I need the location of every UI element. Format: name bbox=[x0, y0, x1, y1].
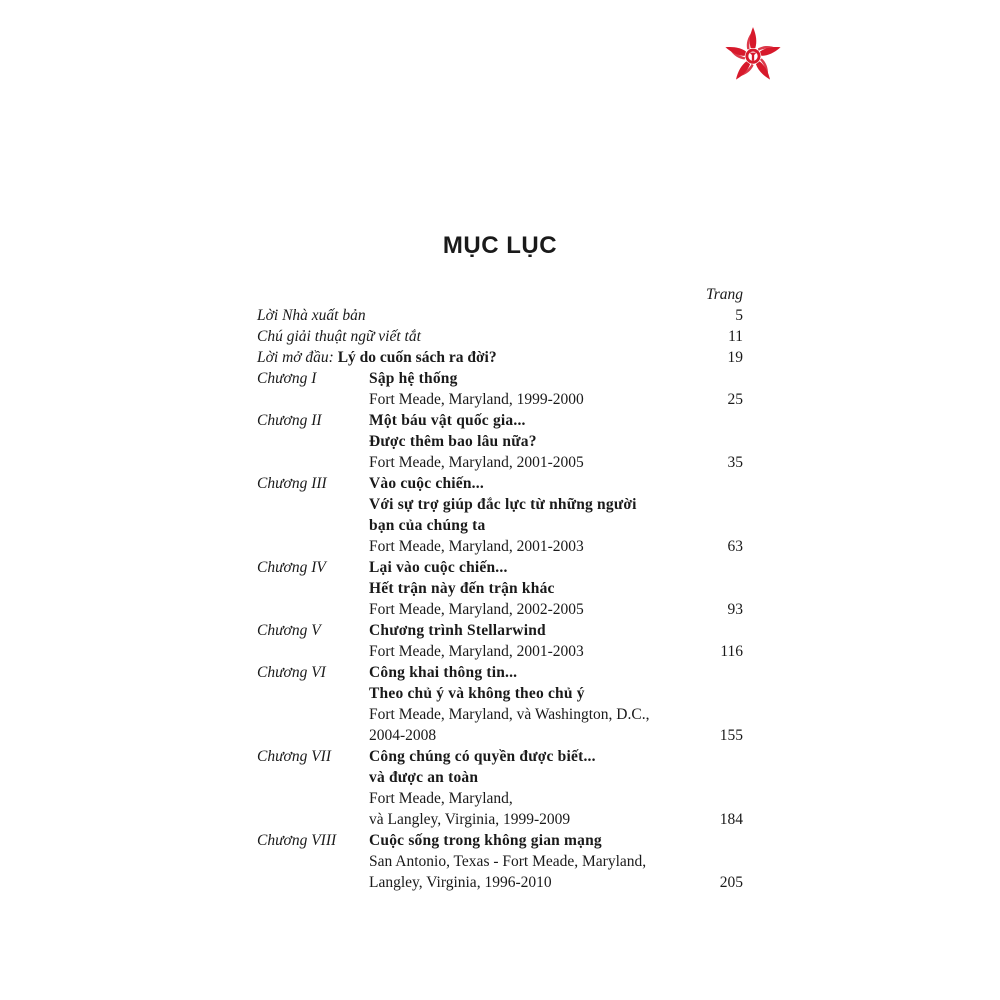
page-number: 11 bbox=[728, 328, 743, 345]
chapter-line bbox=[257, 578, 743, 599]
chapter-location: và Langley, Virginia, 1999-2009 bbox=[369, 811, 571, 828]
chapter-title: Sập hệ thống bbox=[369, 370, 458, 387]
chapter-title: Công khai thông tin... bbox=[369, 664, 518, 681]
chapter-line bbox=[257, 557, 743, 578]
chapter-line bbox=[257, 746, 743, 767]
page-number: 63 bbox=[727, 538, 743, 555]
chapter-title: Với sự trợ giúp đắc lực từ những người bbox=[369, 496, 637, 513]
chapter-line bbox=[257, 725, 743, 746]
chapter-title: Được thêm bao lâu nữa? bbox=[369, 433, 537, 450]
chapter-title: Cuộc sống trong không gian mạng bbox=[369, 832, 602, 849]
page-column-header: Trang bbox=[705, 286, 743, 303]
chapter-line bbox=[257, 788, 743, 809]
intro-title: Lý do cuốn sách ra đời? bbox=[337, 349, 497, 366]
chapter-line bbox=[257, 620, 743, 641]
chapter-line bbox=[257, 389, 743, 410]
intro-label bbox=[257, 347, 497, 368]
chapter-line bbox=[257, 851, 743, 872]
page-number: 116 bbox=[720, 643, 743, 660]
page-number: 205 bbox=[719, 874, 743, 891]
page-number: 35 bbox=[727, 454, 743, 471]
chapter-label: Chương V bbox=[257, 622, 321, 639]
toc-entry bbox=[257, 326, 743, 347]
intro-prefix: Lời mở đầu: bbox=[257, 349, 334, 366]
chapter-label: Chương VII bbox=[257, 748, 331, 765]
chapter-location: Fort Meade, Maryland, 2002-2005 bbox=[369, 601, 584, 618]
publisher-star-logo-icon bbox=[724, 26, 782, 84]
page-number: 25 bbox=[727, 391, 743, 408]
chapter-line bbox=[257, 683, 743, 704]
chapter-title: Công chúng có quyền được biết... bbox=[369, 748, 596, 765]
table-of-contents bbox=[257, 284, 743, 893]
chapter-title: Chương trình Stellarwind bbox=[369, 622, 546, 639]
chapter-location: Fort Meade, Maryland, 2001-2003 bbox=[369, 538, 584, 555]
chapter-line bbox=[257, 410, 743, 431]
chapter-label: Chương IV bbox=[257, 559, 326, 576]
chapter-label: Chương VI bbox=[257, 664, 326, 681]
chapter-label: Chương I bbox=[257, 370, 317, 387]
chapter-line bbox=[257, 599, 743, 620]
toc-entry-intro bbox=[257, 347, 743, 368]
chapter-location: Fort Meade, Maryland, 2001-2005 bbox=[369, 454, 584, 471]
chapter-title: Vào cuộc chiến... bbox=[369, 475, 484, 492]
chapter-title: Theo chủ ý và không theo chủ ý bbox=[369, 685, 585, 702]
page-number: 5 bbox=[735, 307, 743, 324]
chapter-line bbox=[257, 368, 743, 389]
chapter-title: bạn của chúng ta bbox=[369, 517, 486, 534]
chapter-line bbox=[257, 452, 743, 473]
chapter-line bbox=[257, 473, 743, 494]
entry-label: Chú giải thuật ngữ viết tắt bbox=[257, 328, 421, 345]
toc-entries bbox=[257, 305, 743, 893]
chapter-line bbox=[257, 872, 743, 893]
chapter-location: Fort Meade, Maryland, 2001-2003 bbox=[369, 643, 584, 660]
chapter-label: Chương VIII bbox=[257, 832, 337, 849]
chapter-title: Một báu vật quốc gia... bbox=[369, 412, 526, 429]
chapter-label: Chương II bbox=[257, 412, 322, 429]
chapter-line bbox=[257, 494, 743, 515]
chapter-location: San Antonio, Texas - Fort Meade, Maryland, bbox=[369, 853, 647, 870]
chapter-line bbox=[257, 431, 743, 452]
chapter-title: Lại vào cuộc chiến... bbox=[369, 559, 508, 576]
chapter-location: 2004-2008 bbox=[369, 727, 437, 744]
page-number: 93 bbox=[727, 601, 743, 618]
chapter-title: và được an toàn bbox=[369, 769, 479, 786]
chapter-title: Hết trận này đến trận khác bbox=[369, 580, 555, 597]
chapter-line bbox=[257, 809, 743, 830]
toc-entry bbox=[257, 305, 743, 326]
toc-title: MỤC LỤC bbox=[442, 232, 558, 259]
chapter-label: Chương III bbox=[257, 475, 327, 492]
chapter-line bbox=[257, 641, 743, 662]
chapter-line bbox=[257, 767, 743, 788]
chapter-line bbox=[257, 830, 743, 851]
page-number: 155 bbox=[719, 727, 743, 744]
chapter-location: Fort Meade, Maryland, bbox=[369, 790, 513, 807]
chapter-line bbox=[257, 515, 743, 536]
chapter-location: Langley, Virginia, 1996-2010 bbox=[369, 874, 552, 891]
chapter-location: Fort Meade, Maryland, 1999-2000 bbox=[369, 391, 584, 408]
entry-label: Lời Nhà xuất bản bbox=[257, 307, 366, 324]
chapter-line bbox=[257, 536, 743, 557]
chapter-line bbox=[257, 704, 743, 725]
page-number: 184 bbox=[719, 811, 743, 828]
chapter-line bbox=[257, 662, 743, 683]
page-number: 19 bbox=[727, 349, 743, 366]
chapter-location: Fort Meade, Maryland, và Washington, D.C., bbox=[369, 706, 650, 723]
